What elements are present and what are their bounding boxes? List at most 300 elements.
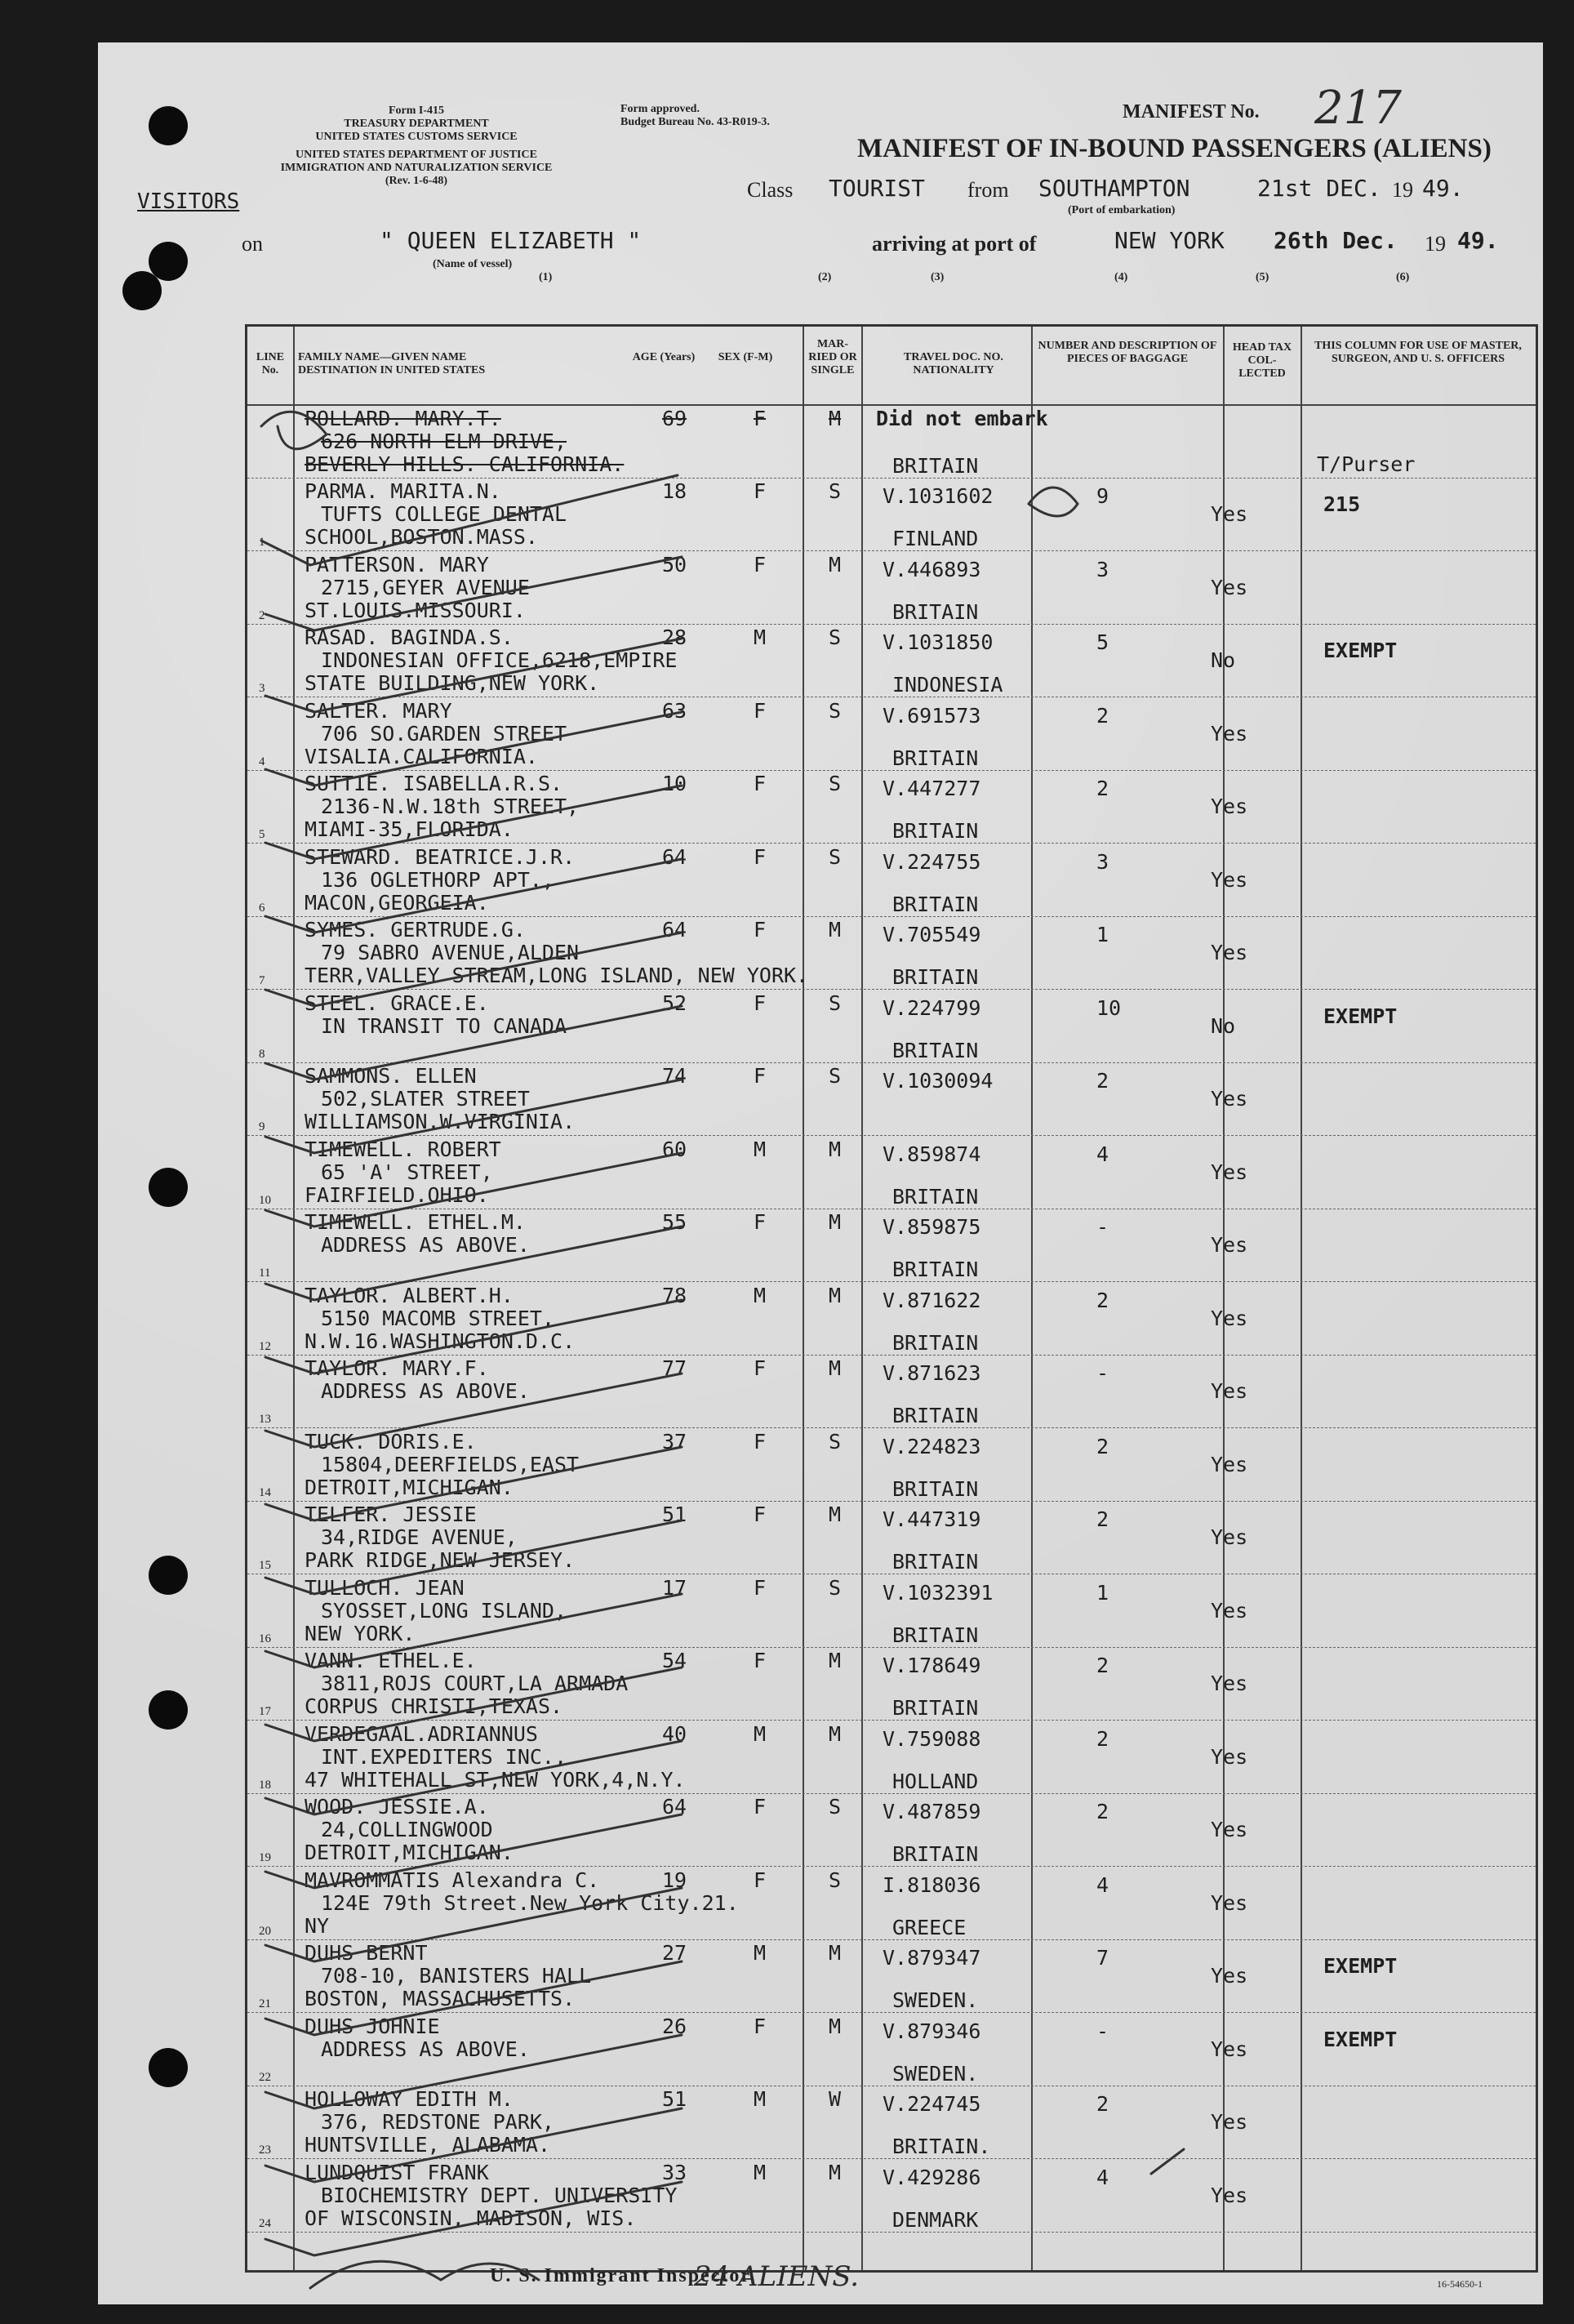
marital-status: M <box>829 918 842 942</box>
passenger-name: TIMEWELL. ROBERT <box>305 1137 501 1161</box>
address-line-2: HUNTSVILLE, ALABAMA. <box>305 2133 551 2157</box>
age: 74 <box>662 1064 687 1088</box>
address-line-1: 708-10, BANISTERS HALL <box>321 1964 592 1988</box>
address-line-2: NEW YORK. <box>305 1621 416 1645</box>
marital-status: M <box>829 1721 842 1746</box>
address-line-2: TERR,VALLEY STREAM,LONG ISLAND, NEW YORK. <box>305 964 809 987</box>
travel-doc-number: V.859874 <box>883 1142 981 1166</box>
passenger-name: TELFER. JESSIE <box>305 1503 477 1526</box>
marital-status: M <box>829 1137 842 1161</box>
marital-status: S <box>829 772 842 795</box>
address-line-1: ADDRESS AS ABOVE. <box>321 1233 530 1257</box>
age: 51 <box>662 1503 687 1526</box>
head-tax: No <box>1211 1013 1236 1038</box>
address-line-1: 2136-N.W.18th STREET, <box>321 795 580 818</box>
age: 28 <box>662 626 687 649</box>
travel-doc-number: V.871623 <box>883 1361 981 1385</box>
line-number: 9 <box>259 1120 265 1133</box>
punch-hole <box>149 2048 188 2087</box>
nationality: BRITAIN <box>892 1258 979 1281</box>
cancelled-note: Did not embark <box>876 407 1048 430</box>
age: 64 <box>662 918 687 942</box>
travel-doc-number: V.705549 <box>883 923 981 946</box>
nationality: BRITAIN <box>892 1623 979 1647</box>
baggage-count: 1 <box>1096 923 1109 946</box>
address-line-1: 79 SABRO AVENUE,ALDEN <box>321 941 580 964</box>
sex: F <box>754 479 767 503</box>
footer-code: 16-54650-1 <box>1437 2278 1483 2290</box>
sex: F <box>754 1503 767 1526</box>
sex: M <box>754 2160 767 2184</box>
departure-date: 21st DEC. <box>1257 175 1381 202</box>
header-age: AGE (Years) <box>632 351 696 363</box>
col-num-3: (3) <box>931 271 945 283</box>
cancelled-addr2: BEVERLY HILLS. CALIFORNIA. <box>305 452 625 476</box>
officer-note: EXEMPT <box>1323 1004 1398 1028</box>
on-label: on <box>242 232 263 256</box>
baggage-count: 2 <box>1096 1654 1109 1677</box>
col-num-4: (4) <box>1114 271 1128 283</box>
header-doc: TRAVEL DOC. NO. NATIONALITY <box>904 351 1003 376</box>
nationality: BRITAIN <box>892 746 979 770</box>
age: 78 <box>662 1283 687 1307</box>
sex: M <box>754 1941 767 1965</box>
nationality: SWEDEN. <box>892 1988 979 2012</box>
baggage-count: 2 <box>1096 1069 1109 1093</box>
travel-doc-number: V.859875 <box>883 1215 981 1239</box>
travel-doc-number: V.691573 <box>883 703 981 728</box>
manifest-label: MANIFEST No. <box>1123 101 1260 122</box>
form-approved: Form approved. <box>620 103 700 115</box>
sex: F <box>754 2014 767 2038</box>
address-line-1: 34,RIDGE AVENUE, <box>321 1525 518 1549</box>
head-tax: Yes <box>1211 1890 1248 1915</box>
col-num-1: (1) <box>539 271 553 283</box>
baggage-count: 5 <box>1096 630 1109 654</box>
baggage-count: 1 <box>1096 1580 1109 1605</box>
marital-status: S <box>829 1575 842 1600</box>
sex: F <box>754 918 767 942</box>
travel-doc-number: V.487859 <box>883 1800 981 1823</box>
inspector-stamp: U. S. Immigrant Inspector <box>490 2265 751 2286</box>
travel-doc-number: I.818036 <box>883 1872 981 1897</box>
marital-status: S <box>829 844 842 869</box>
class-value: TOURIST <box>829 175 926 202</box>
marital-status: M <box>829 1941 842 1965</box>
passenger-name: PATTERSON. MARY <box>305 552 489 577</box>
address-line-1: 124E 79th Street.New York City.21. <box>321 1890 739 1915</box>
address-line-2: STATE BUILDING,NEW YORK. <box>305 671 600 695</box>
sex: F <box>754 1795 767 1819</box>
ins-service: IMMIGRATION AND NATURALIZATION SERVICE <box>280 162 553 174</box>
passenger-name: RASAD. BAGINDA.S. <box>305 626 514 649</box>
nationality: SWEDEN. <box>892 2061 979 2086</box>
cancelled-nationality: BRITAIN <box>892 454 979 478</box>
age: 26 <box>662 2014 687 2038</box>
baggage-count: 2 <box>1096 1726 1109 1751</box>
arrival-date: 26th Dec. <box>1274 227 1398 254</box>
address-line-2: BOSTON, MASSACHUSETTS. <box>305 1987 576 2010</box>
arrival-port: NEW YORK <box>1114 227 1225 254</box>
baggage-count: - <box>1096 1215 1109 1239</box>
head-tax: Yes <box>1211 2110 1248 2134</box>
header-line: LINE No. <box>256 351 285 376</box>
head-tax: Yes <box>1211 1525 1248 1549</box>
punch-hole <box>149 1168 188 1207</box>
travel-doc-number: V.429286 <box>883 2165 981 2189</box>
address-line-1: INT.EXPEDITERS INC., <box>321 1744 567 1769</box>
baggage-count: 3 <box>1096 849 1109 874</box>
address-line-2: OF WISCONSIN, MADISON, WIS. <box>305 2206 637 2230</box>
passenger-name: SALTER. MARY <box>305 698 452 723</box>
line-number: 3 <box>259 682 265 695</box>
head-tax: Yes <box>1211 867 1248 892</box>
age: 17 <box>662 1575 687 1600</box>
manifest-title: MANIFEST OF IN-BOUND PASSENGERS (ALIENS) <box>857 134 1492 163</box>
revision: (Rev. 1-6-48) <box>385 175 448 187</box>
line-number: 6 <box>259 901 265 915</box>
address-line-1: 502,SLATER STREET <box>321 1087 530 1111</box>
officer-note: EXEMPT <box>1323 2027 1398 2051</box>
nationality: BRITAIN <box>892 1550 979 1574</box>
passenger-name: TULLOCH. JEAN <box>305 1575 465 1600</box>
sex: M <box>754 1137 767 1161</box>
cancelled-purser: T/Purser <box>1317 452 1416 476</box>
age: 50 <box>662 552 687 577</box>
baggage-count: 2 <box>1096 1800 1109 1823</box>
head-tax: Yes <box>1211 721 1248 746</box>
nationality: BRITAIN <box>892 965 979 989</box>
address-line-2: 47 WHITEHALL ST,NEW YORK,4,N.Y. <box>305 1767 686 1792</box>
cancelled-name: POLLARD. MARY.T. <box>305 407 501 430</box>
address-line-2: DETROIT,MICHIGAN. <box>305 1475 514 1499</box>
header-baggage: NUMBER AND DESCRIPTION OF PIECES OF BAGGAGE <box>1038 340 1217 365</box>
cancelled-married: M <box>829 407 842 430</box>
marital-status: S <box>829 698 842 723</box>
age: 40 <box>662 1721 687 1746</box>
line-number: 24 <box>259 2216 271 2230</box>
customs-service: UNITED STATES CUSTOMS SERVICE <box>315 131 518 143</box>
line-number: 5 <box>259 828 265 841</box>
marital-status: S <box>829 1429 842 1454</box>
baggage-count: 2 <box>1096 703 1109 728</box>
marital-status: M <box>829 1210 842 1234</box>
col-num-5: (5) <box>1256 271 1269 283</box>
line-number: 1 <box>259 536 265 549</box>
line-number: 18 <box>259 1778 271 1792</box>
line-number: 10 <box>259 1193 271 1207</box>
officer-note: EXEMPT <box>1323 639 1398 662</box>
line-number: 19 <box>259 1851 271 1864</box>
manifest-number: 217 <box>1314 82 1402 135</box>
line-number: 21 <box>259 1997 271 2010</box>
address-line-2: WILLIAMSON.W.VIRGINIA. <box>305 1110 576 1133</box>
line-number: 2 <box>259 608 265 622</box>
sex: F <box>754 1356 767 1380</box>
address-line-1: 65 'A' STREET, <box>321 1160 493 1184</box>
punch-hole <box>149 1690 188 1730</box>
arrival-year: 49. <box>1457 227 1499 254</box>
manifest-sheet <box>98 42 1543 2304</box>
arriving-label: arriving at port of <box>872 232 1037 256</box>
address-line-2: MIAMI-35,FLORIDA. <box>305 817 514 841</box>
form-number: Form I-415 <box>388 105 445 117</box>
travel-doc-number: V.1031602 <box>883 484 994 508</box>
head-tax: Yes <box>1211 1598 1248 1623</box>
baggage-count: 2 <box>1096 1288 1109 1312</box>
from-value: SOUTHAMPTON <box>1038 175 1190 202</box>
address-line-1: 24,COLLINGWOOD <box>321 1818 493 1841</box>
baggage-count: - <box>1096 2019 1109 2043</box>
travel-doc-number: V.1031850 <box>883 630 994 654</box>
nationality: BRITAIN <box>892 1842 979 1866</box>
header-married: MAR- RIED OR SINGLE <box>808 338 857 376</box>
line-number: 4 <box>259 755 265 768</box>
marital-status: M <box>829 552 842 577</box>
baggage-count: 2 <box>1096 1507 1109 1531</box>
head-tax: Yes <box>1211 2037 1248 2061</box>
travel-doc-number: V.1032391 <box>883 1580 994 1605</box>
address-line-1: BIOCHEMISTRY DEPT. UNIVERSITY <box>321 2183 678 2207</box>
nationality: BRITAIN <box>892 819 979 843</box>
baggage-count: 2 <box>1096 1434 1109 1458</box>
head-tax: Yes <box>1211 1672 1248 1695</box>
header-sex: SEX (F-M) <box>718 351 773 363</box>
sex: F <box>754 1429 767 1454</box>
baggage-count: 4 <box>1096 1872 1109 1897</box>
age: 18 <box>662 479 687 503</box>
departure-year: 49. <box>1422 175 1464 202</box>
line-number: 16 <box>259 1632 271 1645</box>
address-line-1: 706 SO.GARDEN STREET <box>321 721 567 746</box>
age: 33 <box>662 2160 687 2184</box>
travel-doc-number: V.178649 <box>883 1654 981 1677</box>
address-line-1: TUFTS COLLEGE DENTAL <box>321 502 567 526</box>
passenger-name: DUHS BERNT <box>305 1941 428 1965</box>
nationality: INDONESIA <box>892 673 1003 697</box>
passenger-name: PARMA. MARITA.N. <box>305 479 501 503</box>
head-tax: Yes <box>1211 1233 1248 1257</box>
sex: M <box>754 1721 767 1746</box>
vessel-name: " QUEEN ELIZABETH " <box>380 227 642 254</box>
passenger-name: SUTTIE. ISABELLA.R.S. <box>305 772 563 795</box>
travel-doc-number: V.1030094 <box>883 1069 994 1093</box>
sex: F <box>754 1868 767 1892</box>
line-number: 7 <box>259 974 265 987</box>
address-line-2: NY <box>305 1913 330 1938</box>
passenger-name: TAYLOR. MARY.F. <box>305 1356 489 1380</box>
marital-status: M <box>829 1356 842 1380</box>
travel-doc-number: V.759088 <box>883 1726 981 1751</box>
nationality: BRITAIN <box>892 599 979 624</box>
baggage-count: 4 <box>1096 1142 1109 1166</box>
head-tax: Yes <box>1211 795 1248 818</box>
address-line-2: DETROIT,MICHIGAN. <box>305 1841 514 1864</box>
head-tax: No <box>1211 648 1236 672</box>
age: 64 <box>662 844 687 869</box>
marital-status: S <box>829 626 842 649</box>
address-line-2: MACON,GEORGEIA. <box>305 890 489 915</box>
from-label: from <box>967 178 1009 202</box>
age: 55 <box>662 1210 687 1234</box>
nationality: BRITAIN. <box>892 2135 991 2158</box>
nationality: FINLAND <box>892 527 979 550</box>
sex: M <box>754 2087 767 2111</box>
departure-year-prefix: 19 <box>1392 178 1413 202</box>
address-line-2: FAIRFIELD.OHIO. <box>305 1182 489 1207</box>
age: 77 <box>662 1356 687 1380</box>
sex: F <box>754 1210 767 1234</box>
class-label: Class <box>747 178 794 202</box>
passenger-name: LUNDQUIST FRANK <box>305 2160 489 2184</box>
baggage-count: 9 <box>1096 484 1109 508</box>
passenger-name: STEEL. GRACE.E. <box>305 991 489 1015</box>
line-number: 20 <box>259 1924 271 1938</box>
line-number: 12 <box>259 1339 271 1353</box>
marital-status: W <box>829 2087 842 2111</box>
age: 64 <box>662 1795 687 1819</box>
line-number: 14 <box>259 1485 271 1499</box>
header-tax: HEAD TAX COL- LECTED <box>1232 341 1292 380</box>
marital-status: M <box>829 2160 842 2184</box>
age: 63 <box>662 698 687 723</box>
travel-doc-number: V.447277 <box>883 777 981 800</box>
baggage-count: 2 <box>1096 777 1109 800</box>
cancelled-age: 69 <box>662 407 687 430</box>
treasury-dept: TREASURY DEPARTMENT <box>344 118 489 130</box>
passenger-name: WOOD. JESSIE.A. <box>305 1795 489 1819</box>
sex: F <box>754 1649 767 1672</box>
nationality: BRITAIN <box>892 892 979 916</box>
line-number: 15 <box>259 1559 271 1572</box>
travel-doc-number: V.446893 <box>883 557 981 581</box>
passenger-name: VANN. ETHEL.E. <box>305 1649 477 1672</box>
sex: F <box>754 772 767 795</box>
head-tax: Yes <box>1211 1087 1248 1111</box>
passenger-name: DUHS JOHNIE <box>305 2014 440 2038</box>
cancelled-addr1: 626 NORTH ELM DRIVE, <box>321 430 567 453</box>
marital-status: M <box>829 1503 842 1526</box>
nationality: DENMARK <box>892 2207 979 2232</box>
marital-status: S <box>829 479 842 503</box>
line-number: 23 <box>259 2144 271 2157</box>
head-tax: Yes <box>1211 502 1248 526</box>
visitors-label: VISITORS <box>137 189 240 214</box>
age: 19 <box>662 1868 687 1892</box>
officer-note: 215 <box>1323 492 1361 516</box>
head-tax: Yes <box>1211 1744 1248 1769</box>
passenger-name: MAVROMMATIS Alexandra C. <box>305 1868 600 1892</box>
address-line-1: 2715,GEYER AVENUE <box>321 575 530 599</box>
passenger-name: HOLLOWAY EDITH M. <box>305 2087 514 2111</box>
age: 27 <box>662 1941 687 1965</box>
nationality: BRITAIN <box>892 1696 979 1720</box>
baggage-count: - <box>1096 1361 1109 1385</box>
vessel-caption: (Name of vessel) <box>433 258 513 270</box>
travel-doc-number: V.224745 <box>883 2092 981 2116</box>
baggage-count: 7 <box>1096 1946 1109 1970</box>
age: 60 <box>662 1137 687 1161</box>
punch-hole <box>149 1556 188 1595</box>
nationality: BRITAIN <box>892 1476 979 1501</box>
age: 52 <box>662 991 687 1015</box>
travel-doc-number: V.871622 <box>883 1288 981 1312</box>
head-tax: Yes <box>1211 941 1248 964</box>
nationality: GREECE <box>892 1915 967 1939</box>
passenger-name: TIMEWELL. ETHEL.M. <box>305 1210 526 1234</box>
travel-doc-number: V.879347 <box>883 1946 981 1970</box>
address-line-2: SCHOOL,BOSTON.MASS. <box>305 525 538 549</box>
travel-doc-number: V.447319 <box>883 1507 981 1531</box>
sex: M <box>754 626 767 649</box>
sex: F <box>754 844 767 869</box>
col-num-6: (6) <box>1396 271 1410 283</box>
address-line-1: IN TRANSIT TO CANADA <box>321 1013 567 1038</box>
sex: F <box>754 698 767 723</box>
sex: F <box>754 1064 767 1088</box>
head-tax: Yes <box>1211 575 1248 599</box>
line-number: 22 <box>259 2070 271 2084</box>
travel-doc-number: V.879346 <box>883 2019 981 2043</box>
cancelled-sex: F <box>754 407 767 430</box>
nationality: BRITAIN <box>892 1038 979 1062</box>
address-line-1: 15804,DEERFIELDS,EAST <box>321 1452 580 1476</box>
head-tax: Yes <box>1211 1379 1248 1403</box>
punch-hole <box>149 106 188 145</box>
address-line-1: ADDRESS AS ABOVE. <box>321 2037 530 2061</box>
baggage-count: 10 <box>1096 995 1122 1020</box>
head-tax: Yes <box>1211 2183 1248 2207</box>
address-line-2: N.W.16.WASHINGTON.D.C. <box>305 1329 576 1353</box>
nationality: BRITAIN <box>892 1404 979 1427</box>
sex: M <box>754 1283 767 1307</box>
sex: F <box>754 1575 767 1600</box>
marital-status: S <box>829 1868 842 1892</box>
passenger-name: VERDEGAAL.ADRIANNUS <box>305 1721 538 1746</box>
head-tax: Yes <box>1211 1160 1248 1184</box>
travel-doc-number: V.224823 <box>883 1434 981 1458</box>
officer-note: EXEMPT <box>1323 1954 1398 1978</box>
sex: F <box>754 552 767 577</box>
nationality: BRITAIN <box>892 1330 979 1355</box>
address-line-1: INDONESIAN OFFICE,6218,EMPIRE <box>321 648 678 672</box>
address-line-2: VISALIA.CALIFORNIA. <box>305 744 538 768</box>
line-number: 17 <box>259 1705 271 1718</box>
baggage-count: 3 <box>1096 557 1109 581</box>
address-line-1: 5150 MACOMB STREET, <box>321 1306 554 1330</box>
head-tax: Yes <box>1211 1452 1248 1476</box>
marital-status: M <box>829 2014 842 2038</box>
address-line-2: CORPUS CHRISTI,TEXAS. <box>305 1694 563 1718</box>
passenger-name: SYMES. GERTRUDE.G. <box>305 918 526 942</box>
marital-status: S <box>829 1064 842 1088</box>
marital-status: S <box>829 991 842 1015</box>
nationality: HOLLAND <box>892 1769 979 1793</box>
handwritten-marks <box>98 42 1543 2304</box>
arrival-year-prefix: 19 <box>1425 232 1446 256</box>
col-num-2: (2) <box>818 271 832 283</box>
punch-hole <box>122 271 162 310</box>
age: 37 <box>662 1429 687 1454</box>
port-embark-caption: (Port of embarkation) <box>1068 204 1176 216</box>
passenger-name: SAMMONS. ELLEN <box>305 1064 477 1088</box>
aliens-count: 24 ALIENS. <box>694 2260 860 2293</box>
address-line-2: PARK RIDGE,NEW JERSEY. <box>305 1548 576 1572</box>
marital-status: M <box>829 1283 842 1307</box>
nationality: BRITAIN <box>892 1184 979 1209</box>
head-tax: Yes <box>1211 1964 1248 1988</box>
line-number: 8 <box>259 1047 265 1061</box>
